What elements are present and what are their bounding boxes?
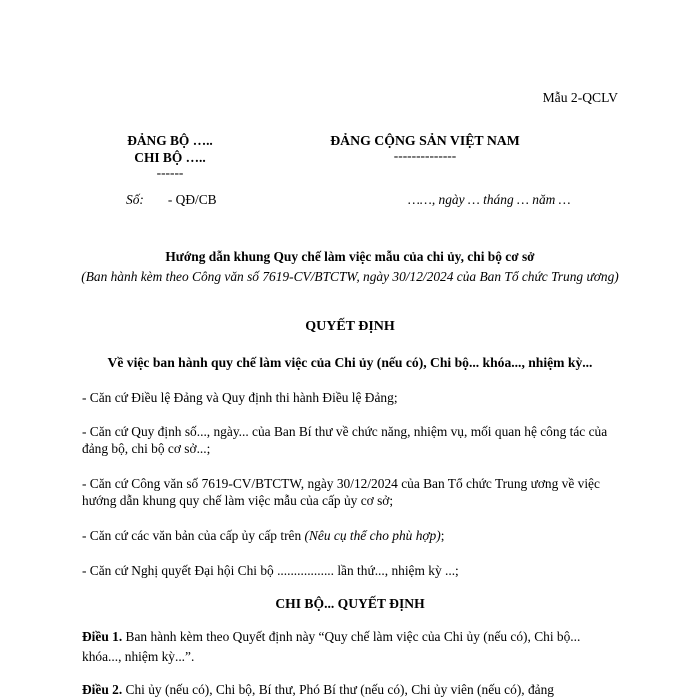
- party-committee-name: ĐẢNG BỘ …..: [127, 133, 213, 148]
- form-code: Mẫu 2-QCLV: [542, 90, 618, 105]
- basis-item-text: - Căn cứ các văn bản của cấp ủy cấp trên: [82, 528, 302, 543]
- basis-item-end: ;: [440, 528, 445, 543]
- document-number-label: Số:: [126, 192, 144, 207]
- decision-title: QUYẾT ĐỊNH: [305, 319, 395, 334]
- article-number: Điều 2.: [82, 682, 123, 697]
- cell-decision-heading: CHI BỘ... QUYẾT ĐỊNH: [275, 596, 425, 611]
- article-1: [82, 627, 622, 667]
- party-cell-name: CHI BỘ …..: [134, 150, 206, 165]
- nation-header-divider: --------------: [393, 148, 457, 163]
- document-number-value: - QĐ/CB: [167, 192, 217, 207]
- article-number: Điều 1.: [82, 629, 123, 644]
- decision-subject: Về việc ban hành quy chế làm việc của Chi ủy (nếu có), Chi bộ... khóa..., nhiệm kỳ...: [107, 355, 593, 370]
- guide-title: Hướng dẫn khung Quy chế làm việc mẫu của chi ủy, chi bộ cơ sở: [165, 249, 535, 264]
- document-number: [126, 192, 217, 208]
- nation-title: ĐẢNG CỘNG SẢN VIỆT NAM: [330, 133, 520, 148]
- basis-item-note: (Nêu cụ thể cho phù hợp): [304, 528, 441, 543]
- document-date: ……, ngày … tháng … năm …: [408, 192, 571, 207]
- nation-header: [300, 132, 550, 164]
- party-committee-header: [100, 132, 240, 181]
- basis-item: - Căn cứ Nghị quyết Đại hội Chi bộ ................. lần thứ..., nhiệm kỳ ...;: [82, 563, 459, 578]
- basis-item: - Căn cứ Quy định số..., ngày... của Ban Bí thư về chức năng, nhiệm vụ, mối quan hệ công tác của đảng bộ, chi bộ cơ sở...;: [82, 424, 608, 456]
- party-header-divider: ------: [156, 165, 184, 180]
- article-text: Chi ủy (nếu có), Chi bộ, Bí thư, Phó Bí thư (nếu có), Chi ủy viên (nếu có), đảng: [125, 682, 555, 697]
- basis-item: - Căn cứ Điều lệ Đảng và Quy định thi hành Điều lệ Đảng;: [82, 390, 398, 405]
- basis-item: [82, 527, 622, 544]
- article-text: Ban hành kèm theo Quyết định này “Quy chế làm việc của Chi ủy (nếu có), Chi bộ... khóa..., nhiệm kỳ...”.: [82, 629, 581, 664]
- article-2: [82, 680, 622, 700]
- basis-item: - Căn cứ Công văn số 7619-CV/BTCTW, ngày 30/12/2024 của Ban Tổ chức Trung ương về việc hướng dẫn khung quy chế làm việc mẫu của cấp ủy cơ sở;: [82, 476, 600, 508]
- guide-subtitle: (Ban hành kèm theo Công văn số 7619-CV/BTCTW, ngày 30/12/2024 của Ban Tổ chức Trung ương): [81, 269, 619, 284]
